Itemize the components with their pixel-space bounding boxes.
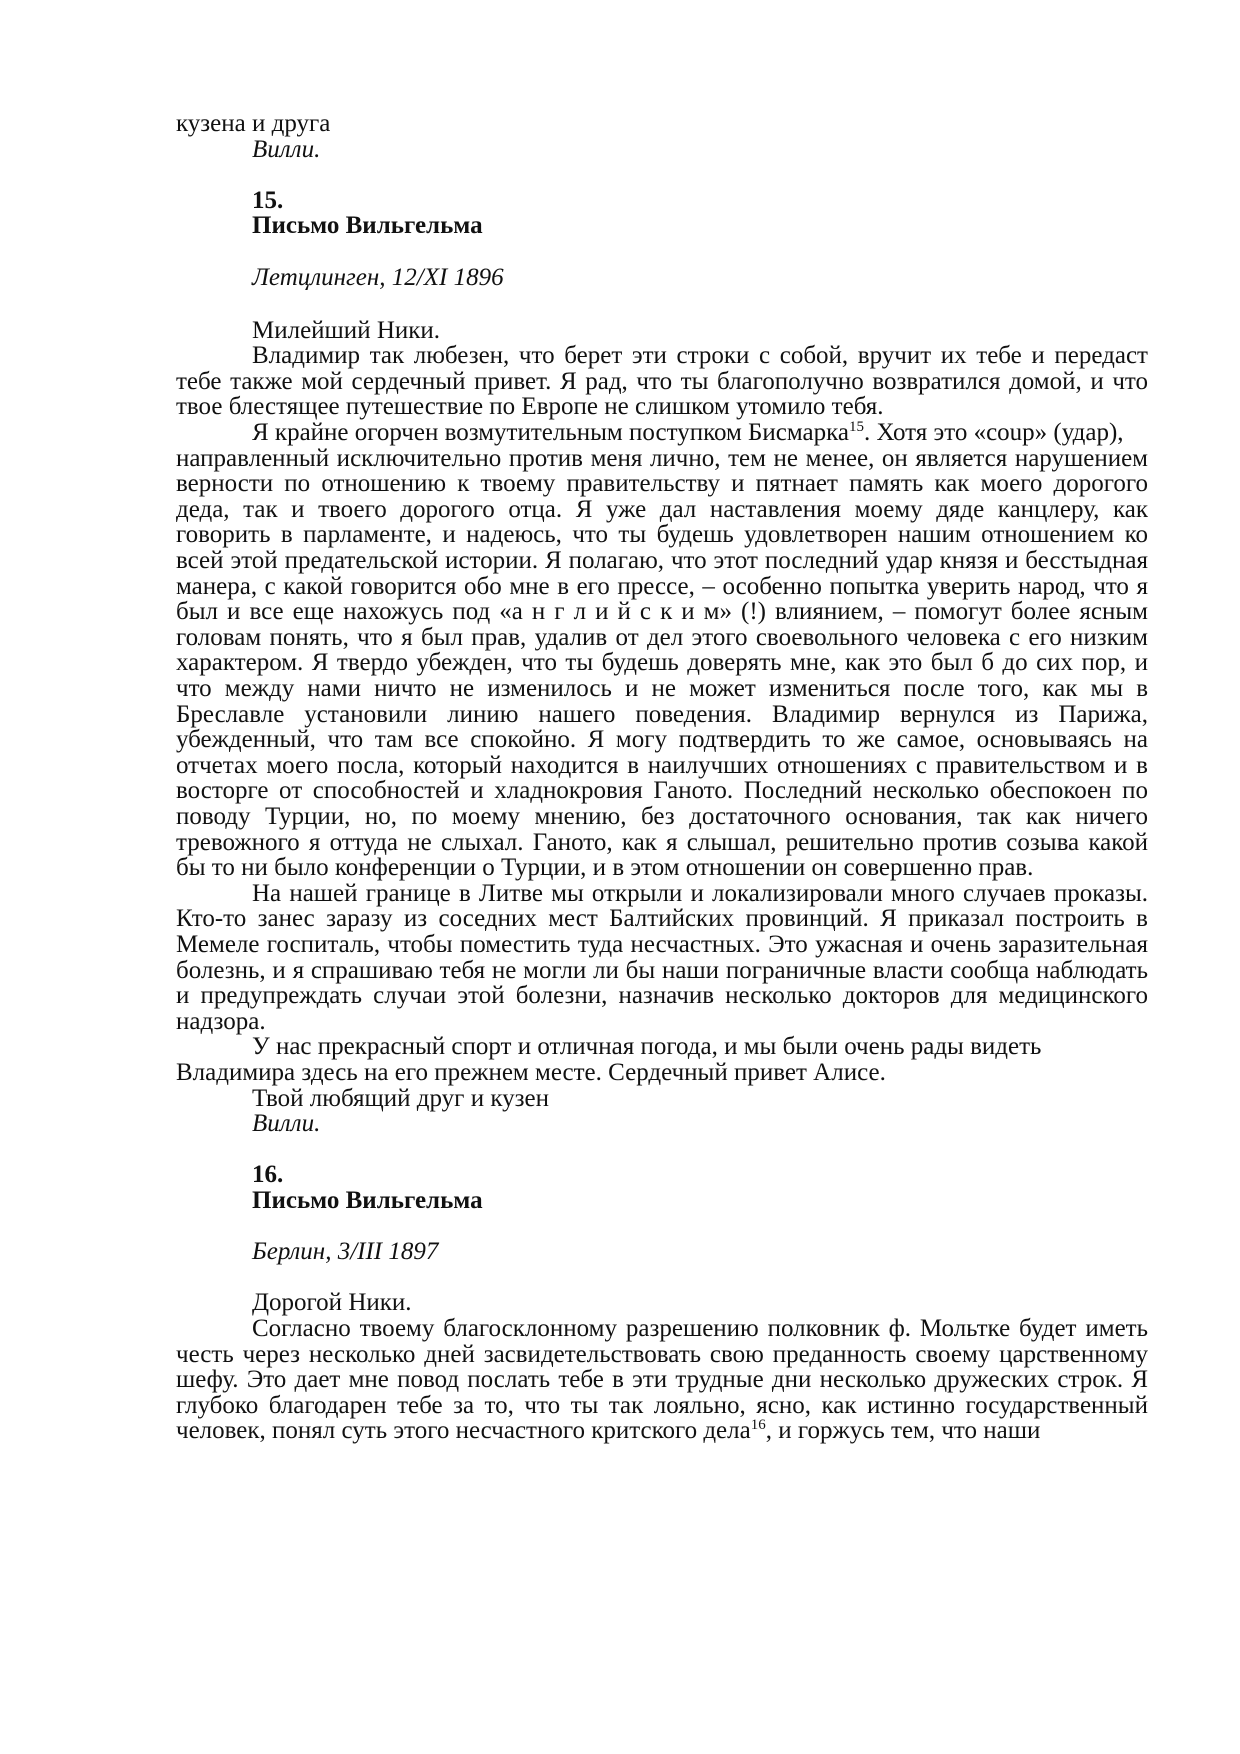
paragraph-line: Мемеле госпиталь, чтобы поместить туда несчастных. Это ужасная и очень заразительная [176,931,1148,958]
paragraph-line: что между нами ничто не изменилось и не может измениться после того, как мы в [176,675,1148,702]
text-segment: человек, понял суть этого несчастного критского дела [176,1417,751,1444]
paragraph-line: восторге от способностей и хладнокровия Ганото. Последний несколько обеспокоен по [176,777,1148,804]
paragraph-line: отчетах моего посла, который находится в наилучших отношениях с правительством и в [176,752,1148,779]
closing-line: кузена и друга [176,110,331,137]
paragraph-line: честь через несколько дней засвидетельствовать свою преданность своему царственному [176,1341,1148,1368]
paragraph-line: Владимир так любезен, что берет эти строки с собой, вручит их тебе и передаст [252,342,1148,369]
letter-place-date: Летцлинген, 12/XI 1896 [252,264,504,291]
paragraph-line: верности по отношению к твоему правительству и пятнает память как моего дорогого [176,470,1148,497]
paragraph-line [252,420,1124,445]
signature: Вилли. [252,136,321,163]
paragraph-line: характером. Я твердо убежден, что ты будешь доверять мне, как это был б до сих пор, и [176,649,1148,676]
paragraph-line: бы то ни было конференции о Турции, и в этом отношении он совершенно прав. [176,854,1034,881]
paragraph-line: манера, с какой говорится обо мне в его прессе, – особенно попытка уверить народ, что я [176,573,1148,600]
footnote-ref: 15 [849,419,864,435]
paragraph-line: и предупреждать случаи этой болезни, назначив несколько докторов для медицинского [176,982,1148,1009]
paragraph-line: был и все еще нахожусь под «а н г л и й с к и м» (!) влиянием, – помогут более ясным [176,598,1148,625]
paragraph-line: надзора. [176,1008,266,1035]
paragraph-line: Твой любящий друг и кузен [252,1085,549,1112]
letter-number: 16. [252,1161,284,1188]
footnote-ref: 16 [750,1417,766,1433]
paragraph-line: убежденный, что там все спокойно. Я могу подтвердить то же самое, основываясь на [176,726,1148,753]
paragraph-line: Кто-то занес заразу из соседних мест Балтийских провинций. Я приказал построить в [176,905,1148,932]
paragraph-line: болезнь, и я спрашиваю тебя не могли ли бы наши пограничные власти сообща наблюдать [176,957,1148,984]
paragraph-line [176,1418,1040,1443]
letter-salutation: Милейший Ники. [252,317,441,344]
paragraph-line: всей этой предательской истории. Я полагаю, что этот последний удар князя и бесстыдная [176,547,1148,574]
paragraph-line: Согласно твоему благосклонному разрешению полковник ф. Мольтке будет иметь [252,1315,1148,1342]
paragraph-line: тревожного я оттуда не слыхал. Ганото, как я слышал, решительно против созыва какой [176,829,1148,856]
letter-title: Письмо Вильгельма [252,1187,483,1214]
paragraph-line: шефу. Это дает мне повод послать тебе в эти трудные дни несколько дружеских строк. Я [176,1366,1148,1393]
text-segment: Я крайне огорчен возмутительным поступком Бисмарка [252,419,849,446]
paragraph-line: На нашей границе в Литве мы открыли и локализировали много случаев проказы. [252,880,1148,907]
paragraph-line: глубоко благодарен тебе за то, что ты так лояльно, ясно, как истинно государственный [176,1392,1148,1419]
letter-number: 15. [252,187,284,214]
paragraph-line: направленный исключительно против меня лично, тем не менее, он является нарушением [176,445,1148,472]
paragraph-line: деда, так и твоего дорогого отца. Я уже дал наставления моему дяде канцлеру, как [176,496,1148,523]
letter-place-date: Берлин, 3/III 1897 [252,1238,439,1265]
paragraph-line: Бреславле установили линию нашего поведения. Владимир вернулся из Парижа, [176,701,1148,728]
paragraph-line: головам понять, что я был прав, удалив от дел этого своевольного человека с его низким [176,624,1148,651]
text-segment: . Хотя это «coup» (удар), [864,419,1124,446]
paragraph-line: твое блестящее путешествие по Европе не слишком утомило тебя. [176,393,884,420]
paragraph-line: тебе также мой сердечный привет. Я рад, что ты благополучно возвратился домой, и что [176,368,1148,395]
paragraph-line: Владимира здесь на его прежнем месте. Сердечный привет Алисе. [176,1059,886,1086]
paragraph-line: У нас прекрасный спорт и отличная погода, и мы были очень рады видеть [252,1033,1042,1060]
letter-salutation: Дорогой Ники. [252,1289,412,1316]
paragraph-line: поводу Турции, но, по моему мнению, без достаточного основания, так как ничего [176,803,1148,830]
letter-title: Письмо Вильгельма [252,212,483,239]
signature: Вилли. [252,1110,321,1137]
text-segment: , и горжусь тем, что наши [765,1417,1041,1444]
paragraph-line: говорить в парламенте, и надеюсь, что ты будешь удовлетворен нашим отношением ко [176,521,1148,548]
